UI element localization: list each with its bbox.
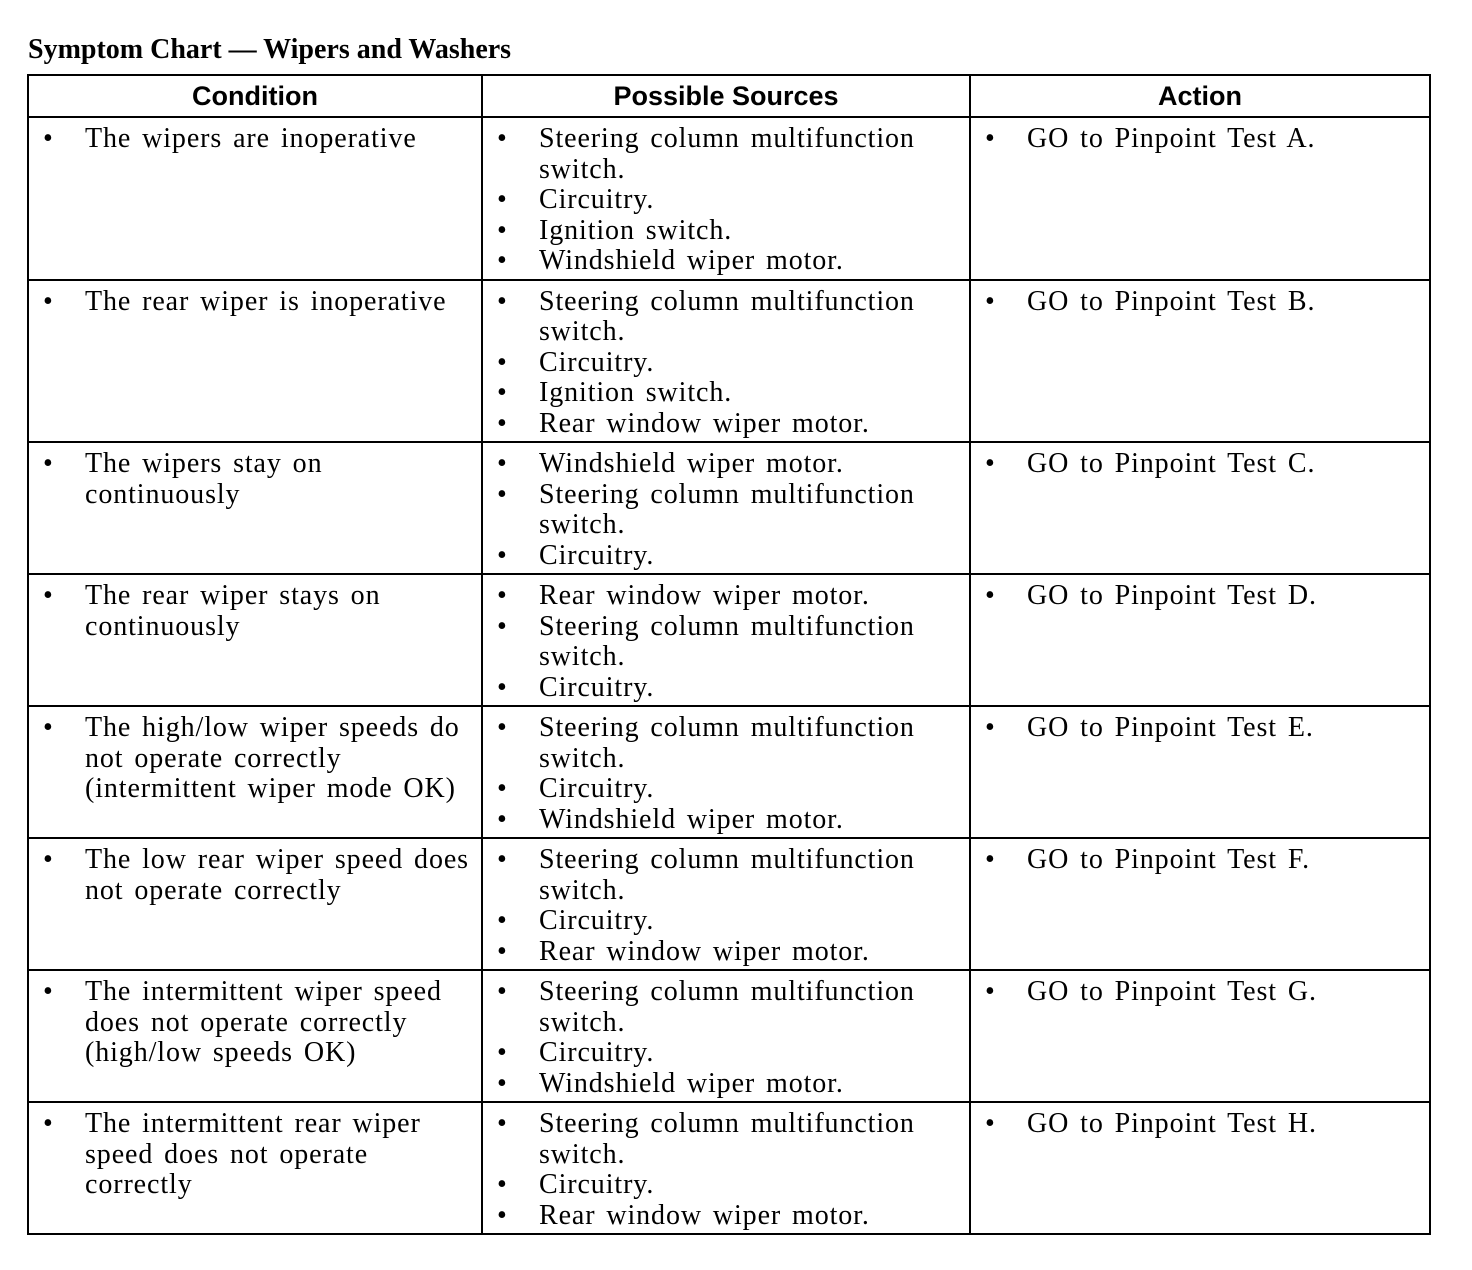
list-item [483, 805, 969, 836]
bullet-icon: • [497, 773, 508, 804]
item-text: The rear wiper stays on continuously [85, 580, 381, 642]
bullet-icon: • [497, 285, 508, 317]
item-text: Steering column multifunction switch. [539, 610, 915, 672]
bullet-list [483, 118, 969, 279]
list-item [29, 287, 481, 318]
bullet-icon: • [497, 580, 508, 611]
bullet-list [971, 575, 1429, 614]
list-item [483, 1201, 969, 1232]
list-item [29, 124, 481, 155]
bullet-icon: • [497, 407, 508, 439]
bullet-icon: • [497, 214, 508, 246]
bullet-list [971, 971, 1429, 1010]
possible-sources-cell [482, 117, 970, 280]
bullet-icon: • [985, 712, 996, 743]
bullet-icon: • [43, 844, 54, 875]
item-text: Windshield wiper motor. [539, 245, 844, 276]
possible-sources-cell [482, 442, 970, 574]
list-item [483, 378, 969, 409]
list-item [29, 713, 481, 805]
bullet-icon: • [43, 580, 54, 611]
list-item [29, 1109, 481, 1201]
bullet-icon: • [497, 346, 508, 378]
condition-cell [28, 1102, 482, 1234]
bullet-list [483, 1103, 969, 1233]
item-text: The low rear wiper speed does not operate correctly [85, 844, 469, 906]
bullet-list [971, 1103, 1429, 1142]
bullet-icon: • [985, 448, 996, 479]
item-text: GO to Pinpoint Test F. [1027, 844, 1311, 875]
bullet-icon: • [497, 671, 508, 703]
bullet-icon: • [497, 1169, 508, 1200]
list-item [971, 1109, 1429, 1140]
bullet-list [483, 971, 969, 1101]
action-cell [970, 838, 1430, 970]
table-row [28, 706, 1430, 838]
list-item [483, 246, 969, 277]
possible-sources-cell [482, 1102, 970, 1234]
bullet-icon: • [497, 905, 508, 936]
list-item [483, 1038, 969, 1069]
item-text: The rear wiper is inoperative [85, 285, 447, 317]
list-item [483, 845, 969, 906]
item-text: Windshield wiper motor. [539, 803, 844, 835]
bullet-list [29, 707, 481, 807]
item-text: GO to Pinpoint Test E. [1027, 712, 1314, 743]
item-text: Windshield wiper motor. [539, 448, 844, 479]
list-item [483, 185, 969, 216]
bullet-icon: • [497, 184, 508, 215]
bullet-list [29, 575, 481, 644]
bullet-list [483, 839, 969, 969]
table-row [28, 280, 1430, 443]
item-text: Circuitry. [539, 773, 655, 804]
condition-cell [28, 970, 482, 1102]
item-text: Circuitry. [539, 184, 655, 215]
item-text: Rear window wiper motor. [539, 1199, 870, 1231]
table-row [28, 442, 1430, 574]
bullet-list [971, 118, 1429, 157]
bullet-list [29, 839, 481, 908]
item-text: Circuitry. [539, 905, 655, 936]
table-row [28, 1102, 1430, 1234]
bullet-list [971, 443, 1429, 482]
list-item [483, 480, 969, 541]
item-text: Circuitry. [539, 1037, 655, 1068]
bullet-icon: • [985, 285, 996, 317]
item-text: Steering column multifunction switch. [539, 478, 915, 540]
bullet-icon: • [497, 1199, 508, 1231]
bullet-icon: • [497, 245, 508, 276]
bullet-list [483, 575, 969, 705]
item-text: Steering column multifunction switch. [539, 976, 915, 1038]
list-item [483, 348, 969, 379]
item-text: The wipers are inoperative [85, 123, 417, 154]
list-item [971, 287, 1429, 318]
bullet-icon: • [985, 976, 996, 1007]
table-body [28, 117, 1430, 1234]
header-action: Action [970, 75, 1430, 117]
list-item [483, 977, 969, 1038]
list-item [971, 124, 1429, 155]
condition-cell [28, 838, 482, 970]
action-cell [970, 1102, 1430, 1234]
list-item [483, 612, 969, 673]
item-text: Steering column multifunction switch. [539, 712, 915, 774]
action-cell [970, 706, 1430, 838]
condition-cell [28, 574, 482, 706]
bullet-list [483, 707, 969, 837]
list-item [483, 216, 969, 247]
bullet-icon: • [985, 123, 996, 154]
possible-sources-cell [482, 706, 970, 838]
bullet-icon: • [497, 976, 508, 1007]
item-text: Circuitry. [539, 671, 655, 703]
header-possible-sources: Possible Sources [482, 75, 970, 117]
bullet-icon: • [497, 478, 508, 510]
bullet-list [29, 118, 481, 157]
chart-title: Symptom Chart — Wipers and Washers [28, 34, 512, 65]
possible-sources-cell [482, 574, 970, 706]
item-text: The intermittent wiper speed does not operate correctly (high/low speeds OK) [85, 976, 442, 1068]
bullet-list [29, 1103, 481, 1203]
header-condition: Condition [28, 75, 482, 117]
list-item [483, 1170, 969, 1201]
bullet-icon: • [497, 712, 508, 743]
item-text: Rear window wiper motor. [539, 580, 870, 611]
bullet-icon: • [43, 712, 54, 743]
list-item [483, 449, 969, 480]
list-item [971, 449, 1429, 480]
bullet-icon: • [497, 803, 508, 835]
bullet-icon: • [43, 123, 54, 154]
list-item [483, 774, 969, 805]
bullet-list [29, 281, 481, 320]
bullet-list [971, 707, 1429, 746]
bullet-list [971, 281, 1429, 320]
bullet-icon: • [497, 935, 508, 967]
condition-cell [28, 442, 482, 574]
bullet-icon: • [43, 976, 54, 1007]
list-item [29, 449, 481, 510]
bullet-icon: • [497, 123, 508, 154]
list-item [29, 581, 481, 642]
possible-sources-cell [482, 838, 970, 970]
condition-cell [28, 706, 482, 838]
item-text: Steering column multifunction switch. [539, 1108, 915, 1170]
item-text: The intermittent rear wiper speed does not operate correctly [85, 1108, 421, 1200]
bullet-list [29, 443, 481, 512]
item-text: GO to Pinpoint Test B. [1027, 285, 1316, 317]
item-text: Rear window wiper motor. [539, 935, 870, 967]
header-row [28, 75, 1430, 117]
bullet-icon: • [497, 448, 508, 479]
bullet-icon: • [985, 844, 996, 875]
item-text: Steering column multifunction switch. [539, 285, 915, 347]
table-row [28, 838, 1430, 970]
item-text: Circuitry. [539, 1169, 655, 1200]
condition-cell [28, 280, 482, 443]
action-cell [970, 574, 1430, 706]
item-text: GO to Pinpoint Test A. [1027, 123, 1316, 154]
item-text: GO to Pinpoint Test D. [1027, 580, 1317, 611]
bullet-icon: • [497, 1037, 508, 1068]
list-item [483, 287, 969, 348]
action-cell [970, 970, 1430, 1102]
list-item [483, 541, 969, 572]
list-item [483, 713, 969, 774]
bullet-icon: • [43, 1108, 54, 1139]
item-text: Circuitry. [539, 346, 655, 378]
list-item [483, 906, 969, 937]
item-text: The wipers stay on continuously [85, 448, 323, 510]
item-text: Windshield wiper motor. [539, 1067, 844, 1099]
action-cell [970, 280, 1430, 443]
list-item [483, 581, 969, 612]
item-text: Ignition switch. [539, 214, 733, 246]
bullet-icon: • [497, 610, 508, 642]
list-item [483, 409, 969, 440]
list-item [483, 673, 969, 704]
list-item [971, 581, 1429, 612]
bullet-icon: • [497, 1108, 508, 1139]
possible-sources-cell [482, 970, 970, 1102]
item-text: GO to Pinpoint Test C. [1027, 448, 1316, 479]
list-item [483, 1109, 969, 1170]
item-text: GO to Pinpoint Test H. [1027, 1108, 1317, 1139]
table-row [28, 574, 1430, 706]
bullet-list [483, 443, 969, 573]
list-item [483, 1069, 969, 1100]
list-item [971, 845, 1429, 876]
table-row [28, 117, 1430, 280]
condition-cell [28, 117, 482, 280]
item-text: GO to Pinpoint Test G. [1027, 976, 1317, 1007]
item-text: The high/low wiper speeds do not operate correctly (intermittent wiper mode OK) [85, 712, 460, 804]
item-text: Ignition switch. [539, 377, 733, 408]
bullet-list [483, 281, 969, 442]
list-item [483, 124, 969, 185]
bullet-icon: • [497, 539, 508, 571]
list-item [483, 937, 969, 968]
bullet-icon: • [43, 448, 54, 479]
symptom-table [27, 74, 1431, 1235]
action-cell [970, 117, 1430, 280]
list-item [971, 713, 1429, 744]
item-text: Steering column multifunction switch. [539, 844, 915, 906]
list-item [971, 977, 1429, 1008]
bullet-icon: • [497, 844, 508, 875]
item-text: Rear window wiper motor. [539, 407, 870, 439]
list-item [29, 845, 481, 906]
table-row [28, 970, 1430, 1102]
bullet-icon: • [497, 377, 508, 408]
bullet-icon: • [985, 580, 996, 611]
item-text: Steering column multifunction switch. [539, 123, 915, 185]
bullet-icon: • [497, 1067, 508, 1099]
bullet-icon: • [985, 1108, 996, 1139]
bullet-list [971, 839, 1429, 878]
list-item [29, 977, 481, 1069]
action-cell [970, 442, 1430, 574]
item-text: Circuitry. [539, 539, 655, 571]
bullet-icon: • [43, 285, 54, 317]
bullet-list [29, 971, 481, 1071]
possible-sources-cell [482, 280, 970, 443]
